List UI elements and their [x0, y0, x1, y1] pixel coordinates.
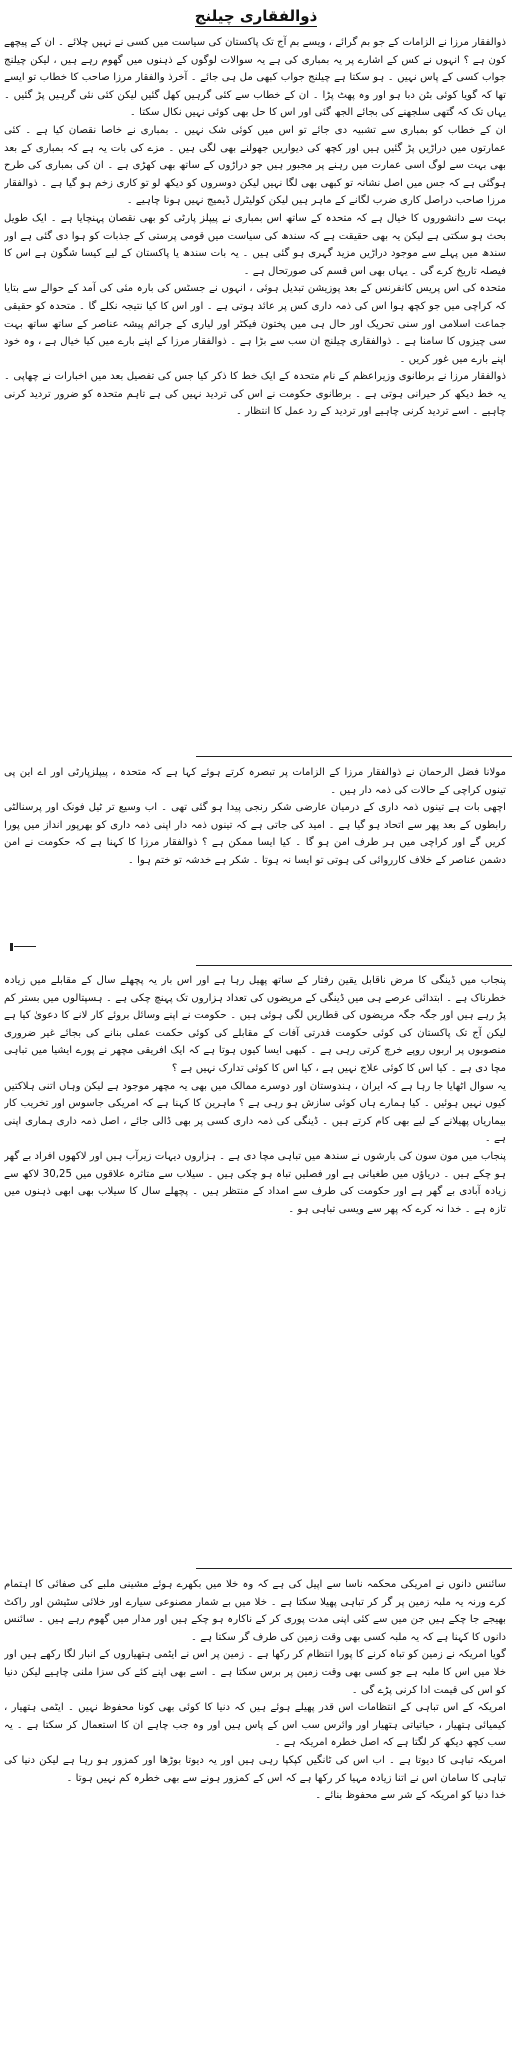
paragraph: امریکہ کے اس تباہی کے انتظامات اس قدر پھیلے ہوئے ہیں کہ دنیا کا کوئی بھی کونا محفوظ نہیں ۔ ایٹمی ہتھیار ، کیمیائی ہتھیار ، حیاتیاتی ہتھیار اور وائرس سب اس کے پاس ہیں اور وہ جب چاہے ان کا استعمال کر سکتا ہے ۔ یہ سب کچھ دیکھ کر لگتا ہے کہ اصل خطرہ امریکہ ہے ۔	[4, 1702, 506, 1749]
paragraph: یہ سوال اٹھایا جا رہا ہے کہ ایران ، ہندوستان اور دوسرے ممالک میں بھی یہ مچھر موجود ہے لیکن وہاں اتنی ہلاکتیں کیوں نہیں ہوئیں ۔ کیا ہمارے ہاں کوئی سازش ہو رہی ہے ؟ ماہرین کا کہنا ہے کہ امریکی جاسوس اور تخریب کار بیماریاں پھیلانے کے لیے بھی کام کرتے ہیں ۔ ڈینگی کی ذمہ داری کسی پر بھی ڈالی جائے ، اصل ذمہ داری ہماری اپنی ہے ۔	[4, 1080, 506, 1145]
paragraph: خدا دنیا کو امریکہ کے شر سے محفوظ بنائے ۔	[315, 1790, 506, 1802]
article-title: ذوالفقاری چیلنج	[194, 7, 318, 25]
paragraph: پنجاب میں ڈینگی کا مرض ناقابل یقین رفتار کے ساتھ پھیل رہا ہے اور اس بار یہ پچھلے سال کے مقابلے میں زیادہ خطرناک ہے ۔ ابتدائی عرصے ہی میں ڈینگی کے مریضوں کی تعداد ہزاروں تک پہنچ چکی ہے ۔ ہسپتالوں میں بستر کم پڑ رہے ہیں اور جگہ جگہ مریضوں کی قطاریں لگی ہوئی ہیں ۔ حکومت نے اپنے وسائل بروئے کار لانے کا دعویٰ کیا ہے لیکن آج تک پاکستان کی کوئی حکومت قدرتی آفات کے مقابلے کی کوئی حکمت عملی بنانے کی بجائے غیر ضروری منصوبوں پر اربوں روپے خرچ کرتی رہی ہے ۔ کبھی ایسا کیوں ہوتا ہے کہ ایک افریقی مچھر نے پورے ایشیا میں تباہی مچا دی ہے ۔ کیا اس کا کوئی علاج نہیں ہے ، کیا اس کا کوئی تدارک نہیں ہے ؟	[4, 975, 506, 1074]
section-divider	[196, 965, 512, 966]
title-block	[0, 0, 512, 36]
paragraph: مولانا فضل الرحمان نے ذوالفقار مرزا کے الزامات پر تبصرہ کرتے ہوئے کہا ہے کہ متحدہ ، پیپلزپارٹی اور اے این پی تینوں کراچی کے حالات کی ذمہ دار ہیں ۔	[4, 767, 506, 796]
paragraph: ان کے خطاب کو بمباری سے تشبیہ دی جائے تو اس میں کوئی شک نہیں ۔ بمباری نے خاصا نقصان کیا ہے ۔ کئی عمارتوں میں دراڑیں پڑ گئیں ہیں اور کچھ کی دیواریں جھولنے بھی لگی ہیں ۔ مزے کی بات یہ ہے کہ بمباری کے بعد بھی بہت سے لوگ اسی عمارت میں رہنے پر مجبور ہیں جو دراڑوں کے ساتھ بھی کھڑی ہے ۔ ان کی بمباری کی طرح ہوگئی ہے کہ جس میں اصل نشانہ تو کبھی بھی لگا نہیں لیکن دوسروں کو دیکھ لو تو کاری زخم ہو گیا ہے ۔ ذوالفقار مرزا صاحب دراصل کاری ضرب لگانے کے ماہر ہیں لیکن کولیٹرل ڈیمیج نہیں ہونا چاہیے ۔	[4, 124, 506, 207]
paragraph: ذوالفقار مرزا نے برطانوی وزیراعظم کے نام متحدہ کے ایک خط کا ذکر کیا جس کی تفصیل بعد میں اخبارات نے چھاپی ۔ یہ خط دیکھ کر حیرانی ہوتی ہے ۔ برطانوی حکومت نے اس کی تردید نہیں کی ہے تاہم متحدہ کو ضرور تردید کرنی چاہیے ۔ اسے تردید کرنی چاہیے اور تردید کے رد عمل کا انتظار ۔	[4, 371, 506, 418]
section-end-mark	[6, 940, 40, 954]
paragraph: اچھی بات ہے تینوں ذمہ داری کے درمیان عارضی شکر رنجی پیدا ہو گئی تھی ۔ اب وسیع تر ٹیل فونک اور پرسنالٹی رابطوں کے بعد پھر سے اتحاد ہو گیا ہے ۔ امید کی جاتی ہے کہ تینوں ذمہ دار اپنی ذمہ داری کو بھرپور انداز میں پورا کریں گے اور کراچی میں ہر طرف امن ہو گا ۔ کیا ایسا ممکن ہے ؟ ذوالفقار مرزا کا کہنا ہے کہ حکومت نے امن دشمن عناصر کے خلاف کارروائی کی ہوتی تو ایسا نہ ہوتا ۔ شکر ہے خدشہ تو ختم ہوا ۔	[4, 802, 506, 866]
paragraph: پنجاب میں مون سون کی بارشوں نے سندھ میں تباہی مچا دی ہے ۔ ہزاروں دیہات زیرآب ہیں اور لاکھوں افراد بے گھر ہو چکے ہیں ۔ دریاؤں میں طغیانی ہے اور فصلیں تباہ ہو چکی ہیں ۔ سیلاب سے متاثرہ علاقوں میں 30,25 لاکھ سے زیادہ آبادی بے گھر ہے اور حکومت کی طرف سے امداد کے منتظر ہیں ۔ پچھلے سال کا سیلاب بھی ابھی ذہنوں میں تازہ ہے ۔ خدا نہ کرے کہ پھر سے ویسی تباہی ہو ۔	[4, 1150, 506, 1215]
section-divider	[196, 756, 512, 757]
article-section-2	[4, 764, 506, 960]
section-divider	[196, 1568, 512, 1569]
article-section-1	[4, 34, 506, 748]
paragraph: سائنس دانوں نے امریکی محکمہ ناسا سے اپیل کی ہے کہ وہ خلا میں بکھرے ہوئے مشینی ملبے کی صفائی کا اہتمام کرے ورنہ یہ ملبہ زمین پر گر کر تباہی پھیلا سکتا ہے ۔ خلا میں بے شمار مصنوعی سیارے اور خلائی سٹیشن اور راکٹ بھیجے جا چکے ہیں جن میں سے کئی اپنی مدت پوری کر کے ناکارہ ہو چکے ہیں اور مدار میں گھوم رہے ہیں ۔ سائنس دانوں کا کہنا ہے کہ یہ ملبہ کسی بھی وقت زمین کی طرف گر سکتا ہے ۔	[4, 1579, 506, 1643]
article-section-4	[4, 1576, 506, 2064]
paragraph: بہت سے دانشوروں کا خیال ہے کہ متحدہ کے ساتھ اس بمباری نے پیپلز پارٹی کو بھی نقصان پہنچایا ہے ۔ ایک طویل بحث ہو سکتی ہے لیکن یہ بھی حقیقت ہے کہ سندھ کی سیاست میں قومی پرستی کے جذبات کو ہوا دی گئی ہے اور سندھ میں پہلے سے موجود دراڑیں مزید گہری ہو گئی ہیں ۔ یہ بات سندھ یا پاکستان کے لیے کیسا شگون ہے اس کا فیصلہ تاریخ کرے گی ۔ یہاں بھی اس قسم کی صورتحال ہے ۔	[4, 212, 506, 277]
article-section-3	[4, 972, 506, 1560]
paragraph: امریکہ تباہی کا دیوتا ہے ۔ اب اس کی ٹانگیں کپکپا رہی ہیں اور یہ دیوتا بوڑھا اور کمزور ہو رہا ہے لیکن دنیا کی تباہی کا سامان اس نے اتنا زیادہ مہیا کر رکھا ہے کہ اس کے کمزور ہونے سے بھی خطرہ کم نہیں ہوتا ۔	[4, 1754, 506, 1784]
paragraph: گویا امریکہ نے زمین کو تباہ کرنے کا پورا انتظام کر رکھا ہے ۔ زمین پر اس نے ایٹمی ہتھیاروں کے انبار لگا رکھے ہیں اور خلا میں اس کا ملبہ ہے جو کسی بھی وقت زمین پر برس سکتا ہے ۔ اسے بھی اپنے کئے کی سزا ملنی چاہیے لیکن دنیا کو اس کی قیمت ادا کرنی پڑے گی ۔	[4, 1649, 506, 1696]
paragraph: متحدہ کی اس پریس کانفرنس کے بعد پوزیشن تبدیل ہوئی ، انہوں نے جسٹس کی بارہ مئی کی آمد کے حوالے سے بتایا کہ کراچی میں جو کچھ ہوا اس کی ذمہ داری کس پر عائد ہوتی ہے ۔ اور اس کا کیا نتیجہ نکلے گا ۔ متحدہ کو حقیقی جماعت اسلامی اور سنی تحریک اور حال ہی میں پختون فیکٹر اور لیاری کے جرائم پیشہ عناصر کے ساتھ ساتھ بہت سی چیزوں کا سامنا ہے ۔ ذوالفقاری چیلنج ان سب سے بڑا ہے ۔ ذوالفقار مرزا کے اپنے بارے میں کیا خیال ہے ، وہ خود اپنے بارے میں غور کریں ۔	[4, 283, 506, 365]
paragraph: ذوالفقار مرزا نے الزامات کے جو بم گرائے ، ویسے بم آج تک پاکستان کی سیاست میں کسی نے نہیں چلائے ۔ ان کے پیچھے کون ہے ؟ انہوں نے کس کے اشارے پر یہ بمباری کی ہے یہ سوالات لوگوں کے ذہنوں میں گھوم رہے ہیں ، لیکن چیلنج جواب کسی کے پاس نہیں ۔ ہو سکتا ہے چیلنج جواب کبھی مل ہی جائے ۔ آخرذ والفقار مرزا صاحب کا خطاب تو ایسے تھا کہ گویا کوئی بٹن دبا ہو اور وہ پھٹ پڑا ۔ ان کے خطاب سے کئی گرہیں کھل گئیں لیکن کئی نئی گرہیں پڑ گئیں ۔ یہاں تک کہ گتھی سلجھنے کی بجائے الجھ گئی اور اس کا حل بھی کوئی نہیں نکال سکتا ۔	[4, 37, 506, 119]
